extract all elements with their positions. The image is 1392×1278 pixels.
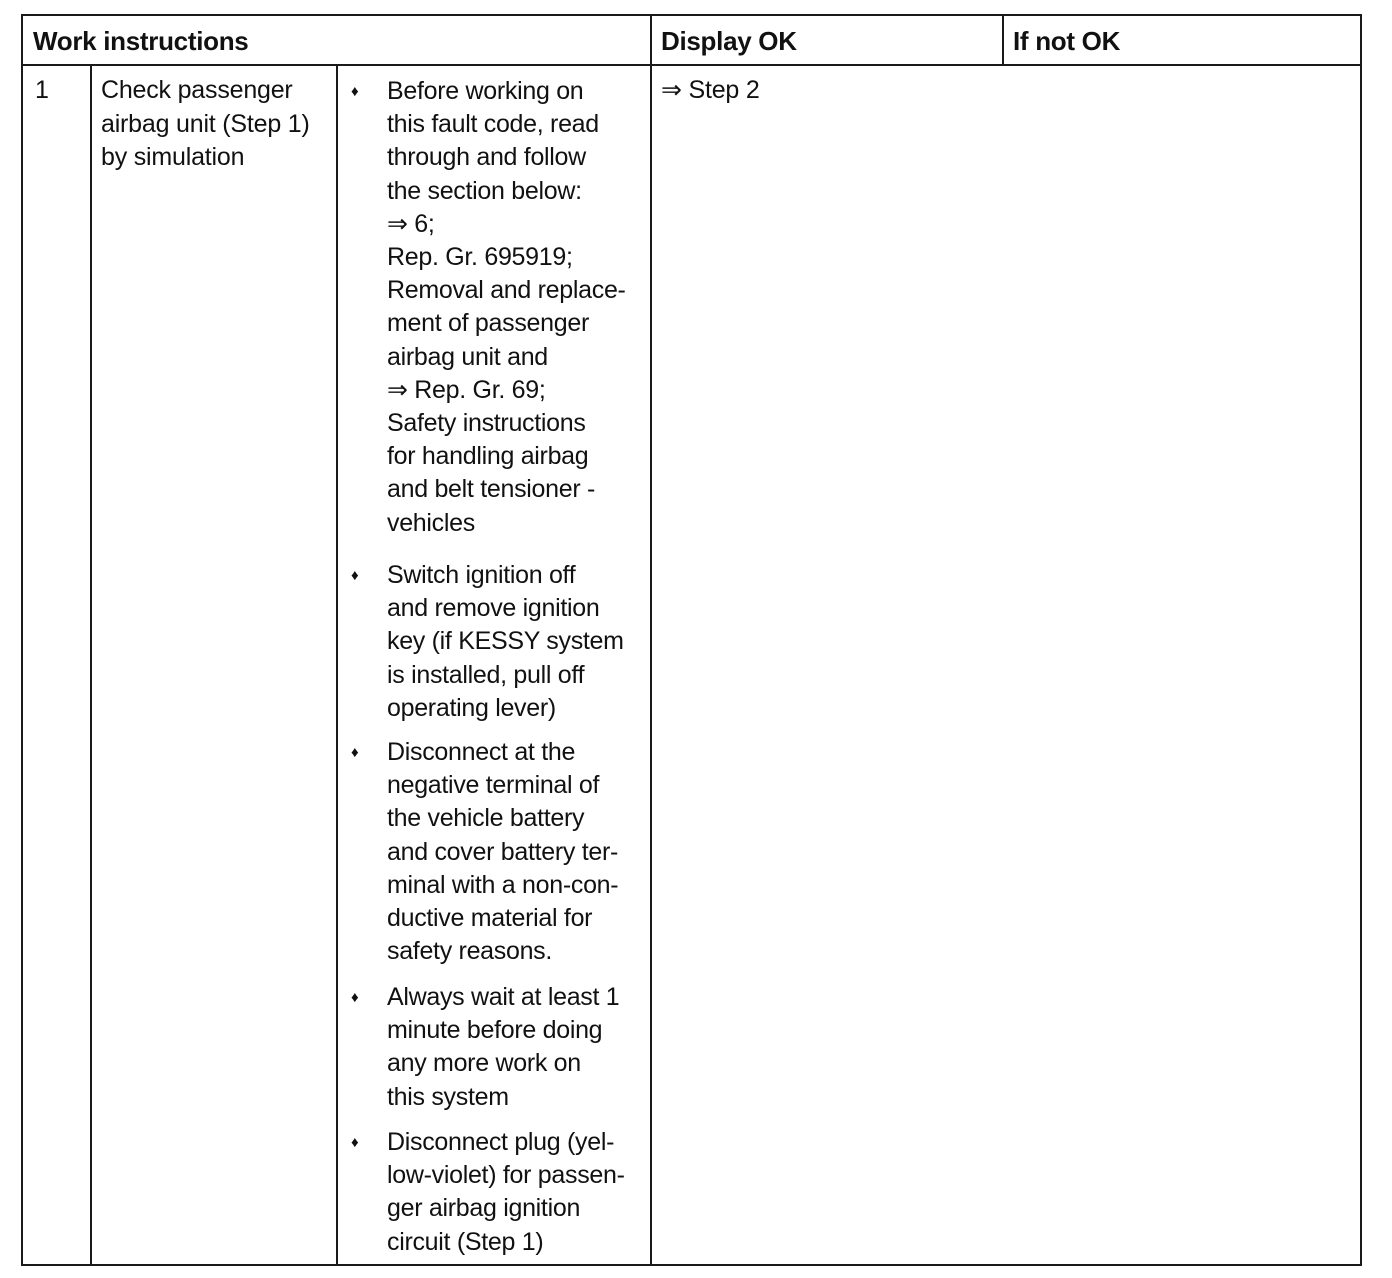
step-title: Check passenger airbag unit (Step 1) by simulation: [101, 76, 310, 171]
diamond-bullet-icon: ♦: [351, 989, 359, 1006]
column-divider-step-title: [336, 66, 338, 1266]
diamond-bullet-icon: ♦: [351, 744, 359, 761]
work-instructions-table: [21, 14, 1362, 1266]
header-display-ok: Display OK: [661, 26, 797, 56]
instruction-text: Always wait at least 1 minute before doing any more work on this system: [387, 983, 620, 1111]
diamond-bullet-icon: ♦: [351, 1134, 359, 1151]
header-work-instructions: Work instructions: [33, 26, 249, 56]
instruction-text: Switch ignition off and remove ignition key (if KESSY system is installed, pull off operating lever): [387, 561, 624, 722]
header-divider: [23, 64, 1360, 66]
instruction-text: Disconnect plug (yel- low-violet) for passen- ger airbag ignition circuit (Step 1): [387, 1128, 625, 1256]
instruction-text: Before working on this fault code, read through and follow the section below: ⇒ 6; Rep. Gr. 695919; Removal and replace- ment of passenger airbag unit and ⇒ Rep. Gr. 69; Safety instructions for handling airbag and belt tensioner - vehicles: [387, 77, 626, 537]
diamond-bullet-icon: ♦: [351, 83, 359, 100]
column-divider-step-number: [90, 66, 92, 1266]
column-divider-display-ok: [1002, 16, 1004, 66]
step-number: 1: [35, 76, 49, 104]
diamond-bullet-icon: ♦: [351, 567, 359, 584]
instruction-text: Disconnect at the negative terminal of the vehicle battery and cover battery ter- minal with a non-con- ductive material for safety reasons.: [387, 738, 619, 966]
display-ok-value: ⇒ Step 2: [661, 76, 760, 104]
header-if-not-ok: If not OK: [1013, 26, 1121, 56]
